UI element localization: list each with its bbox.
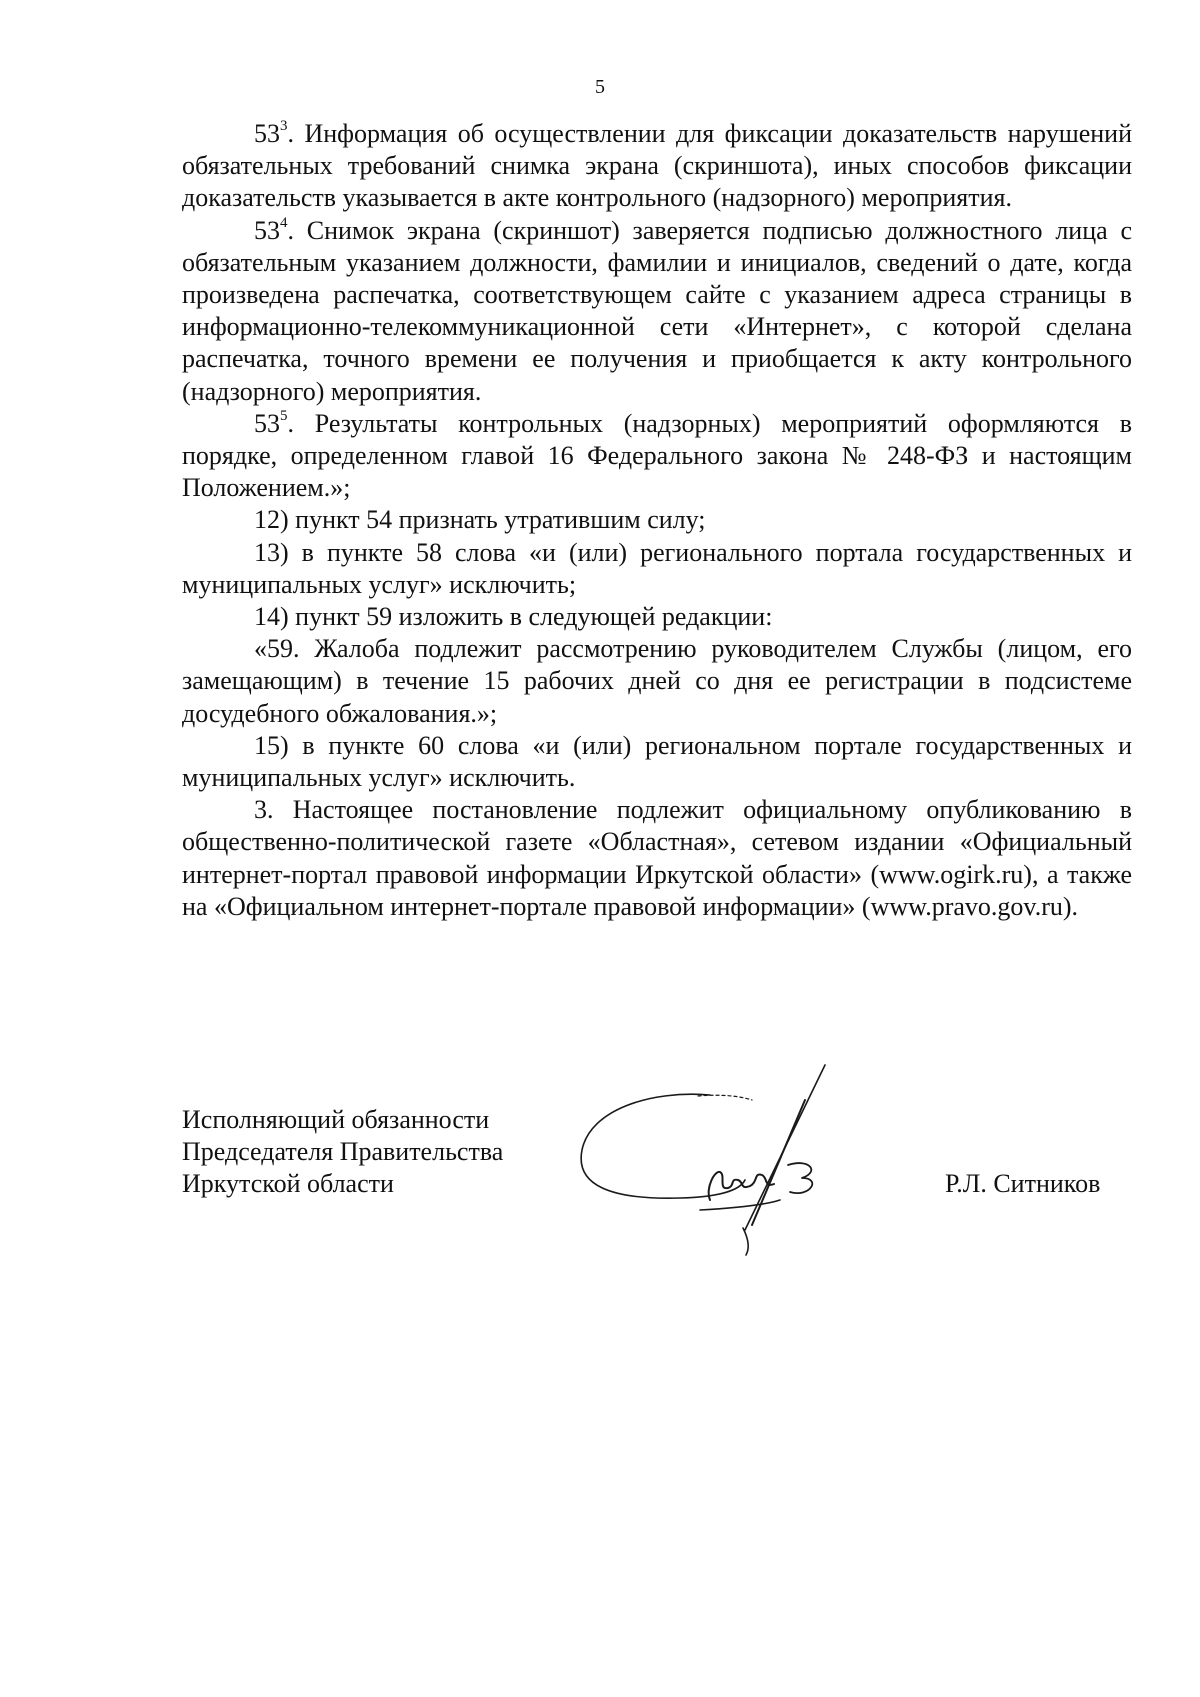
paragraph-53-4: [182, 215, 1132, 408]
paragraph-superscript: 4: [280, 214, 288, 231]
item-15: 15) в пункте 60 слова «и (или) региональном портале государственных и муниципальных услуг» исключить.: [182, 730, 1132, 793]
paragraph-text: . Результаты контрольных (надзорных) мероприятий оформляются в порядке, определенном главой 16 Федерального закона № 248-ФЗ и настоящим Положением.»;: [182, 408, 1132, 503]
paragraph-text: . Снимок экрана (скриншот) заверяется подписью должностного лица с обязательным указанием должности, фамилии и инициалов, сведений о дате, когда произведена распечатка, соответствующем сайте с указанием адреса страницы в информационно-телекоммуникационной сети «Интернет», с которой сделана распечатка, точного времени ее получения и приобщается к акту контрольного (надзорного) мероприятия.: [182, 215, 1132, 406]
item-13: 13) в пункте 58 слова «и (или) регионального портала государственных и муниципальных услуг» исключить;: [182, 537, 1132, 599]
paragraph-53-3: [182, 118, 1132, 215]
paragraph-number: 53: [254, 408, 280, 438]
signer-name: Р.Л. Ситников: [945, 1169, 1101, 1198]
item-12: 12) пункт 54 признать утратившим силу;: [254, 505, 706, 535]
signatory-title-line: Исполняющий обязанности: [182, 1105, 490, 1134]
paragraph-53-5: [182, 408, 1132, 505]
paragraph-number: 53: [254, 119, 280, 148]
paragraph-superscript: 5: [280, 408, 288, 425]
paragraph-text: . Информация об осуществлении для фиксации доказательств нарушений обязательных требований снимка экрана (скриншота), иных способов фиксации доказательств указывается в акте контрольного (надзорного) мероприятия.: [182, 119, 1132, 213]
paragraph-superscript: 3: [280, 118, 288, 135]
signatory-title: [182, 1104, 503, 1200]
signatory-title-line: Иркутской области: [182, 1169, 394, 1198]
document-body: [182, 118, 1132, 923]
item-14: 14) пункт 59 изложить в следующей редакции:: [254, 602, 773, 632]
signatory-title-line: Председателя Правительства: [182, 1137, 504, 1166]
handwritten-signature: [570, 1060, 900, 1270]
quoted-paragraph-59: «59. Жалоба подлежит рассмотрению руководителем Службы (лицом, его замещающим) в течение 15 рабочих дней со дня ее регистрации в подсистеме досудебного обжалования.»;: [182, 634, 1132, 728]
clause-3-publication: 3. Настоящее постановление подлежит официальному опубликованию в общественно-политической газете «Областная», сетевом издании «Официальный интернет-портал правовой информации Иркутской области» (www.ogirk.ru), а также на «Официальном интернет-портале правовой информации» (www.pravo.gov.ru).: [182, 795, 1132, 921]
page-number: 5: [595, 76, 605, 98]
paragraph-number: 53: [254, 215, 280, 245]
